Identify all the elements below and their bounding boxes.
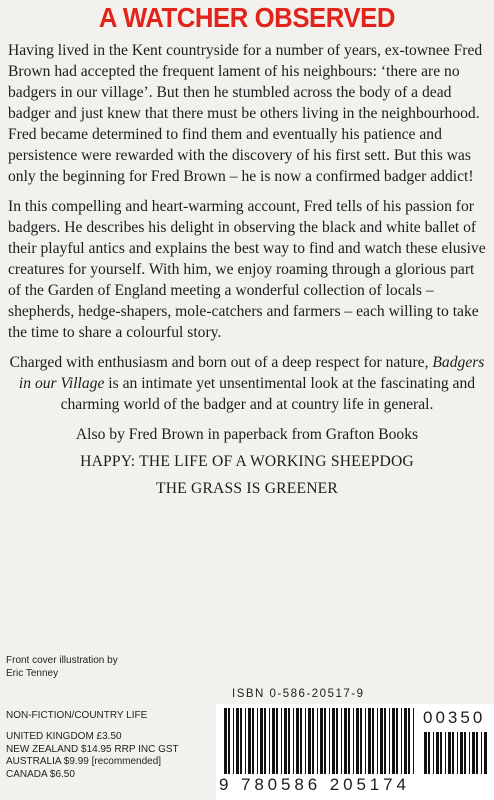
price-nz: NEW ZEALAND $14.95 RRP INC GST	[6, 743, 179, 755]
barcode-bar	[436, 732, 439, 774]
barcode-bar	[472, 732, 475, 774]
barcode-bar	[445, 732, 446, 774]
barcode-bar	[413, 708, 414, 774]
barcode-bar	[284, 708, 287, 774]
barcode-bar	[245, 708, 246, 774]
price-au: AUSTRALIA $9.99 [recommended]	[6, 756, 162, 767]
cover-credit-line-2: Eric Tenney	[6, 667, 59, 679]
barcode-bar	[320, 708, 323, 774]
barcode-bar	[296, 708, 299, 774]
barcode-bar	[368, 708, 371, 774]
cover-credit-line-1: Front cover illustration by	[6, 655, 118, 666]
barcode-bar	[392, 708, 395, 774]
barcode-bar	[248, 708, 251, 774]
barcode-bar	[464, 732, 466, 774]
also-by-heading: Also by Fred Brown in paperback from Grafton Books	[75, 426, 419, 443]
barcode-bar	[452, 732, 454, 774]
barcode-bar	[396, 708, 398, 774]
barcode-bar	[276, 708, 278, 774]
barcode-bar	[428, 732, 430, 774]
blurb-paragraph-3	[8, 352, 486, 415]
para3-tail: is an intimate yet unsentimental look at the fascinating and charming world of the badger and at country life in general.	[60, 375, 476, 413]
ean-number: 9 780586 205174	[219, 775, 410, 794]
barcode-bar	[272, 708, 275, 774]
barcode-bar	[252, 708, 254, 774]
barcode-bar	[224, 708, 227, 774]
barcode-bar	[460, 732, 463, 774]
barcode-bar	[440, 732, 442, 774]
barcode-bar	[484, 732, 487, 774]
back-cover-title: A WATCHER OBSERVED	[98, 2, 396, 33]
cover-credit	[6, 655, 146, 680]
price-list	[6, 731, 206, 781]
barcode-bar	[228, 708, 230, 774]
barcode-bar	[433, 732, 434, 774]
price-uk: UNITED KINGDOM £3.50	[6, 731, 122, 742]
barcode-bar	[308, 708, 311, 774]
barcode-bar	[240, 708, 242, 774]
barcode-bar	[329, 708, 330, 774]
category-label: NON-FICTION/COUNTRY LIFE	[6, 710, 148, 721]
price-code: 00350	[423, 708, 486, 727]
isbn-number: ISBN 0-586-20517-9	[232, 688, 365, 700]
barcode-bar	[336, 708, 338, 774]
price-ca: CANADA $6.50	[6, 768, 75, 780]
barcode-bar	[404, 708, 407, 774]
barcode-bar	[353, 708, 354, 774]
barcode-bar	[300, 708, 302, 774]
barcode-bar	[469, 732, 470, 774]
barcode-bar	[312, 708, 314, 774]
blurb	[8, 40, 486, 505]
barcode-bar	[305, 708, 306, 774]
barcode-bar	[481, 732, 482, 774]
barcode-bar	[288, 708, 290, 774]
barcode-bar	[317, 708, 318, 774]
barcode-bar	[281, 708, 282, 774]
barcode-bar	[344, 708, 347, 774]
barcode-bar	[341, 708, 342, 774]
barcode-bar	[389, 708, 390, 774]
barcode-bar	[269, 708, 270, 774]
barcode-bar	[324, 708, 326, 774]
blurb-paragraph-2: In this compelling and heart-warming account, Fred tells of his passion for badgers. He describes his delight in observing the black and white ballet of their playful antics and explains the best way to find and watch these elusive creatures for yourself. With him, we enjoy roaming through a glorious part of the Garden of England meeting a wonderful collection of locals – shepherds, hedge-shapers, mole-catchers and farmers – each willing to take the time to share a colourful story.	[8, 198, 486, 341]
barcode-bar	[476, 732, 478, 774]
other-book-2: THE GRASS IS GREENER	[155, 480, 339, 497]
barcode-bar	[408, 708, 410, 774]
barcode-bar	[372, 708, 374, 774]
barcode-bar	[365, 708, 366, 774]
barcode-bar	[233, 708, 234, 774]
barcode-bar	[348, 708, 350, 774]
barcode-bar	[236, 708, 239, 774]
barcode-bar	[264, 708, 266, 774]
barcode-bar	[260, 708, 263, 774]
book-title-italic: Badgers in our Village	[18, 354, 485, 392]
barcode-bar	[377, 708, 378, 774]
barcode-bar	[293, 708, 294, 774]
barcode-bar	[360, 708, 362, 774]
barcode-bar	[424, 732, 427, 774]
para3-lead: Charged with enthusiasm and born out of a deep respect for nature,	[9, 354, 433, 371]
barcode-bar	[356, 708, 359, 774]
barcode-bar	[257, 708, 258, 774]
barcode-bar	[457, 732, 458, 774]
barcode-bar	[380, 708, 383, 774]
other-book-1: HAPPY: THE LIFE OF A WORKING SHEEPDOG	[80, 453, 414, 470]
barcode-bar	[448, 732, 451, 774]
barcode-bar	[401, 708, 402, 774]
barcode-bar	[332, 708, 335, 774]
barcode-bar	[384, 708, 386, 774]
blurb-paragraph-1: Having lived in the Kent countryside for a number of years, ex-townee Fred Brown had accepted the frequent lament of his neighbours: ‘there are no badgers in our village’. But then he stumbled across the body of a dead badger and just knew that there must be others living in the neighbourhood. Fred became determined to find them and eventually his patience and persistence were rewarded with the discovery of his first sett. But this was only the beginning for Fred Brown – he is now a confirmed badger addict!	[8, 42, 483, 185]
